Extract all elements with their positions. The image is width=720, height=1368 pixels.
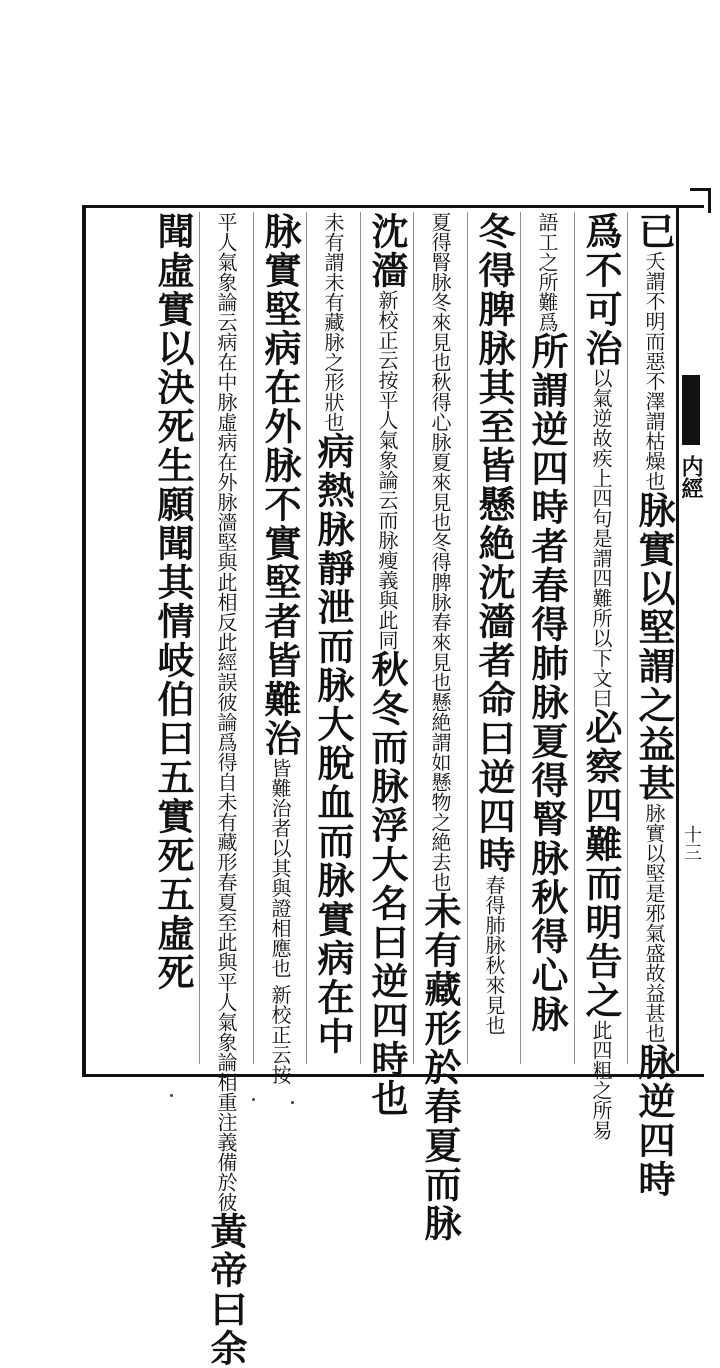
- column-text: [418, 212, 462, 1243]
- text-column: [418, 212, 462, 1243]
- ink-speck: [252, 1098, 255, 1101]
- main-text: 沈濇: [365, 212, 409, 290]
- column-text: [258, 212, 302, 1085]
- text-column: [151, 212, 195, 1062]
- commentary-text: 夏得腎脉冬來見也秋得心脉夏來見也冬得脾脉春來見也懸絶謂如懸物之絶去也: [428, 212, 452, 892]
- commentary-text: 平人氣象論云病在中脉虛病在外脉濇堅與此相反此經誤彼論爲得自未有藏形春夏至此與平人氣象論相重注義備於彼: [214, 212, 238, 1212]
- ink-speck: [170, 1094, 173, 1097]
- commentary-text: 新校正云按平人氣象論云而脉瘦義與此同: [375, 290, 399, 650]
- text-column: [472, 212, 516, 1062]
- commentary-text: 夭謂不明而惡不澤謂枯燥也: [642, 251, 666, 491]
- column-rule: [413, 212, 414, 1064]
- column-rule: [467, 212, 468, 1064]
- commentary-text: 未有謂未有藏脉之形狀也: [321, 212, 345, 432]
- column-rule: [520, 212, 521, 1064]
- text-column: [311, 212, 355, 1062]
- fore-edge-margin: [679, 205, 703, 1071]
- main-text: 必察四難而明告之: [579, 708, 623, 1020]
- column-rule: [360, 212, 361, 1064]
- commentary-text: 脉實以堅是邪氣盛故益甚也: [642, 803, 666, 1043]
- margin-title: 内經: [678, 455, 704, 499]
- column-text: [311, 212, 355, 1062]
- column-rule: [199, 212, 200, 1064]
- column-rule: [306, 212, 307, 1064]
- column-rule: [574, 212, 575, 1064]
- text-column: [579, 212, 623, 1140]
- text-column: [525, 212, 569, 1062]
- column-rule: [253, 212, 254, 1064]
- main-text: 爲不可治: [579, 212, 623, 368]
- column-text: [632, 212, 676, 1199]
- commentary-text: 語工之所難爲: [535, 212, 559, 332]
- main-text: 未有藏形於春夏而脉: [418, 892, 462, 1243]
- main-text: 冬得脾脉其至皆懸絶沈濇者命曰逆四時: [472, 212, 516, 875]
- main-text: 脉實以堅謂之益甚: [632, 491, 676, 803]
- text-column: [365, 212, 409, 1118]
- main-text: 脉實堅病在外脉不實堅者皆難治: [258, 212, 302, 758]
- main-text: 已: [632, 212, 676, 251]
- commentary-text: 春得肺脉秋來見也: [482, 875, 506, 1035]
- main-text: 脉逆四時: [632, 1043, 676, 1199]
- margin-page-number: 十三: [681, 825, 702, 861]
- column-text: [151, 212, 195, 1062]
- black-fishtail-mark: [682, 375, 700, 445]
- main-text: 秋冬而脉浮大名曰逆四時也: [365, 650, 409, 1118]
- main-text: 黃帝曰余: [204, 1212, 248, 1368]
- column-text: [472, 212, 516, 1062]
- text-column: [632, 212, 676, 1199]
- column-text: [365, 212, 409, 1118]
- column-text: [204, 212, 248, 1368]
- commentary-text: 皆難治者以其與證相應也 新校正云按: [268, 758, 292, 1085]
- main-text: 病熱脉靜泄而脉大脫血而脉實病在中: [311, 432, 355, 1056]
- column-rule: [627, 212, 628, 1064]
- column-text: [579, 212, 623, 1140]
- text-column: [204, 212, 248, 1368]
- ink-speck: [291, 1101, 294, 1104]
- column-text: [525, 212, 569, 1062]
- text-column: [258, 212, 302, 1085]
- main-text: 聞虛實以決死生願聞其情岐伯曰五實死五虛死: [151, 212, 195, 992]
- main-text: 所謂逆四時者春得肺脉夏得腎脉秋得心脉: [525, 332, 569, 1034]
- commentary-text: 以氣逆故疾上四句是謂四難所以下文曰: [589, 368, 613, 708]
- commentary-text: 此四粗之所易: [589, 1020, 613, 1140]
